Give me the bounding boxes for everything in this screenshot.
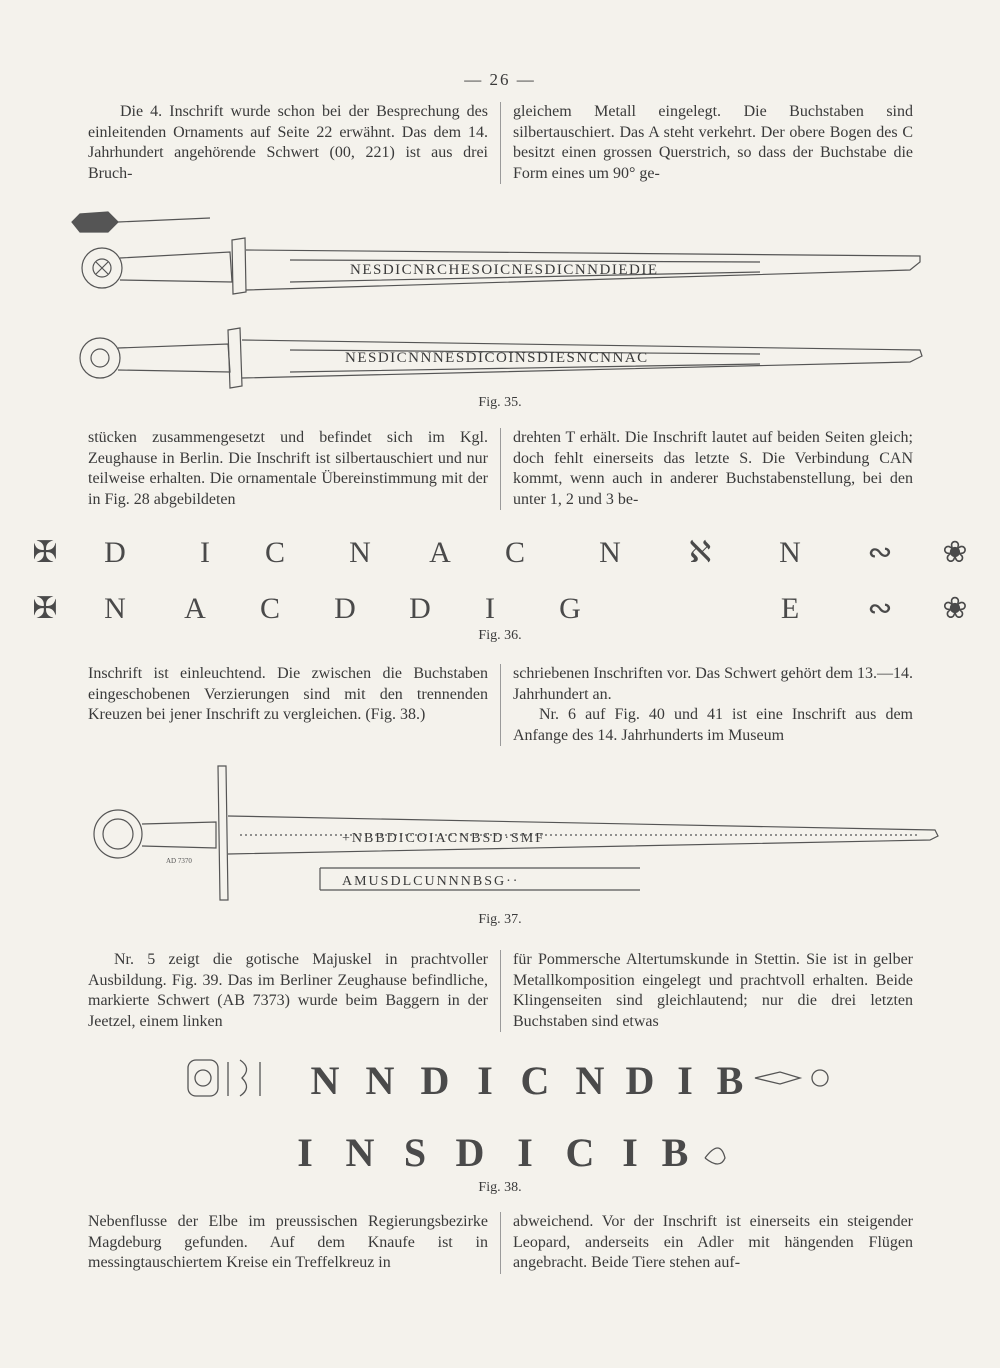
fig-36-glyph: ℵ	[688, 536, 712, 569]
fig-38-glyph: C	[520, 1058, 550, 1103]
fig-36-glyph: I	[200, 536, 210, 569]
fig-38-glyph: I	[677, 1058, 693, 1103]
fig-36-glyph: ∾	[867, 536, 893, 569]
fig-35-inscription-bottom: NESDICNNNESDICOINSDIESNCNNAC	[345, 350, 649, 366]
fig-36-glyph: D	[104, 536, 126, 569]
fig-38-glyph: I	[297, 1130, 313, 1175]
fig-38-glyph: N	[310, 1058, 340, 1103]
fig-37-sword	[80, 760, 950, 910]
fig-35-swords	[60, 200, 940, 390]
fig-36-glyph: C	[264, 536, 286, 569]
fig-36-glyph: A	[429, 536, 451, 569]
column-left	[88, 664, 500, 746]
column-left	[88, 950, 500, 1032]
fig-36-glyph: E	[780, 592, 800, 625]
paragraph: schriebenen Inschriften vor. Das Schwert gehört dem 13.—14. Jahrhundert an.	[513, 665, 913, 703]
fig-38-glyph: N	[575, 1058, 605, 1103]
fig-38-glyph: I	[517, 1130, 533, 1175]
page-number: — 26 —	[464, 70, 536, 89]
fig-37-caption: Fig. 37.	[478, 912, 522, 927]
fig-38-glyph: N	[365, 1058, 395, 1103]
column-left	[88, 428, 500, 510]
fig-38-glyph: B	[661, 1130, 689, 1175]
paragraph: stücken zusammengesetzt und befindet sich im Kgl. Zeughause in Berlin. Die Inschrift ist silbertauschiert und nur teilweise erhalten. Die ornamentale Übereinstimmung mit der in Fig. 28 abgebildeten	[88, 429, 488, 508]
fig-35-caption: Fig. 35.	[478, 395, 522, 410]
paragraph: Die 4. Inschrift wurde schon bei der Besprechung des einleitenden Ornaments auf Seite 22 erwähnt. Das dem 14. Jahrhundert angehörende Schwert (00, 221) ist aus drei Bruch-	[88, 103, 488, 182]
fig-37-inscription-top: +NBBDICOIACNBSD·SMF	[342, 831, 546, 846]
text-block-5	[88, 1212, 913, 1274]
column-left	[88, 1212, 500, 1274]
fig-36-glyph: ✠	[32, 536, 58, 569]
fig-38-majuscules	[180, 1048, 840, 1178]
fig-36-glyph: ✠	[32, 592, 58, 625]
column-right	[500, 950, 913, 1032]
fig-38-glyph: C	[565, 1130, 595, 1175]
fig-38-glyph: D	[420, 1058, 450, 1103]
fig-36-glyph: G	[559, 592, 581, 625]
fig-38-glyph: B	[716, 1058, 744, 1103]
text-block-3	[88, 664, 913, 746]
paragraph: Nr. 5 zeigt die gotische Majuskel in prachtvoller Ausbildung. Fig. 39. Das im Berliner Zeughause befindliche, markierte Schwert (AB 7373) wurde beim Baggern in der Jeetzel, einem linken	[88, 951, 488, 1030]
fig-38-glyph: N	[345, 1130, 375, 1175]
paragraph: Nr. 6 auf Fig. 40 und 41 ist eine Inschrift aus dem Anfange des 14. Jahrhunderts im Museum	[513, 706, 913, 744]
paragraph: Nebenflusse der Elbe im preussischen Regierungsbezirke Magdeburg gefunden. Auf dem Knaufe ist in messingtauschiertem Kreise ein Treffelkreuz in	[88, 1213, 488, 1271]
fig-37-label: AD 7370	[166, 857, 192, 865]
fig-35-inscription-top: NESDICNRCHESOICNESDICNNDIEDIE	[350, 262, 659, 278]
paragraph: Inschrift ist einleuchtend. Die zwischen die Buchstaben eingeschobenen Verzierungen sind mit den trennenden Kreuzen bei jener Inschrift zu vergleichen. (Fig. 38.)	[88, 665, 488, 723]
text-block-1	[88, 102, 913, 184]
fig-36-glyph: D	[409, 592, 431, 625]
fig-36-glyph: N	[104, 592, 126, 625]
fig-36-caption: Fig. 36.	[478, 628, 522, 643]
fig-38-glyph: I	[622, 1130, 638, 1175]
fig-36-glyph: N	[349, 536, 371, 569]
fig-36-letters	[20, 530, 980, 640]
fig-38-glyph: D	[625, 1058, 655, 1103]
fig-38-glyph: D	[455, 1130, 485, 1175]
fig-36-glyph: ❀	[942, 536, 968, 569]
paragraph: abweichend. Vor der Inschrift ist einerseits ein steigender Leopard, anderseits ein Adler mit hängenden Flügen angebracht. Beide Tiere stehen auf-	[513, 1213, 913, 1271]
column-right	[500, 664, 913, 746]
fig-36-glyph: A	[184, 592, 206, 625]
fig-37-inscription-bottom: AMUSDLCUNNNBSG··	[342, 874, 520, 889]
paragraph: drehten T erhält. Die Inschrift lautet auf beiden Seiten gleich; doch fehlt einerseits das letzte S. Die Verbindung CAN kommt, wenn auch in anderer Buchstabenstellung, bei den unter 1, 2 und 3 be-	[513, 429, 913, 508]
fig-36-glyph: C	[259, 592, 281, 625]
fig-36-glyph: C	[504, 536, 526, 569]
column-right	[500, 1212, 913, 1274]
column-right	[500, 102, 913, 184]
paragraph: für Pommersche Altertumskunde in Stettin. Sie ist in gelber Metallkomposition eingelegt und prachtvoll erhalten. Beide Klingenseiten sind gleichlautend; nur die drei letzten Buchstaben sind etwas	[513, 951, 913, 1030]
fig-36-glyph: ❀	[942, 592, 968, 625]
paragraph: gleichem Metall eingelegt. Die Buchstaben sind silbertauschiert. Das A steht verkehrt. Der obere Bogen des C besitzt einen grossen Querstrich, so dass der Buchstabe die Form eines um 90° ge-	[513, 103, 913, 182]
fig-38-caption: Fig. 38.	[478, 1180, 522, 1195]
text-block-2	[88, 428, 913, 510]
text-block-4	[88, 950, 913, 1032]
fig-38-glyph: S	[403, 1130, 427, 1175]
fig-36-glyph: I	[485, 592, 495, 625]
fig-36-glyph: ∾	[867, 592, 893, 625]
fig-36-glyph: D	[334, 592, 356, 625]
fig-36-glyph: N	[779, 536, 801, 569]
column-left	[88, 102, 500, 184]
fig-38-glyph: I	[477, 1058, 493, 1103]
fig-36-glyph: N	[599, 536, 621, 569]
column-right	[500, 428, 913, 510]
